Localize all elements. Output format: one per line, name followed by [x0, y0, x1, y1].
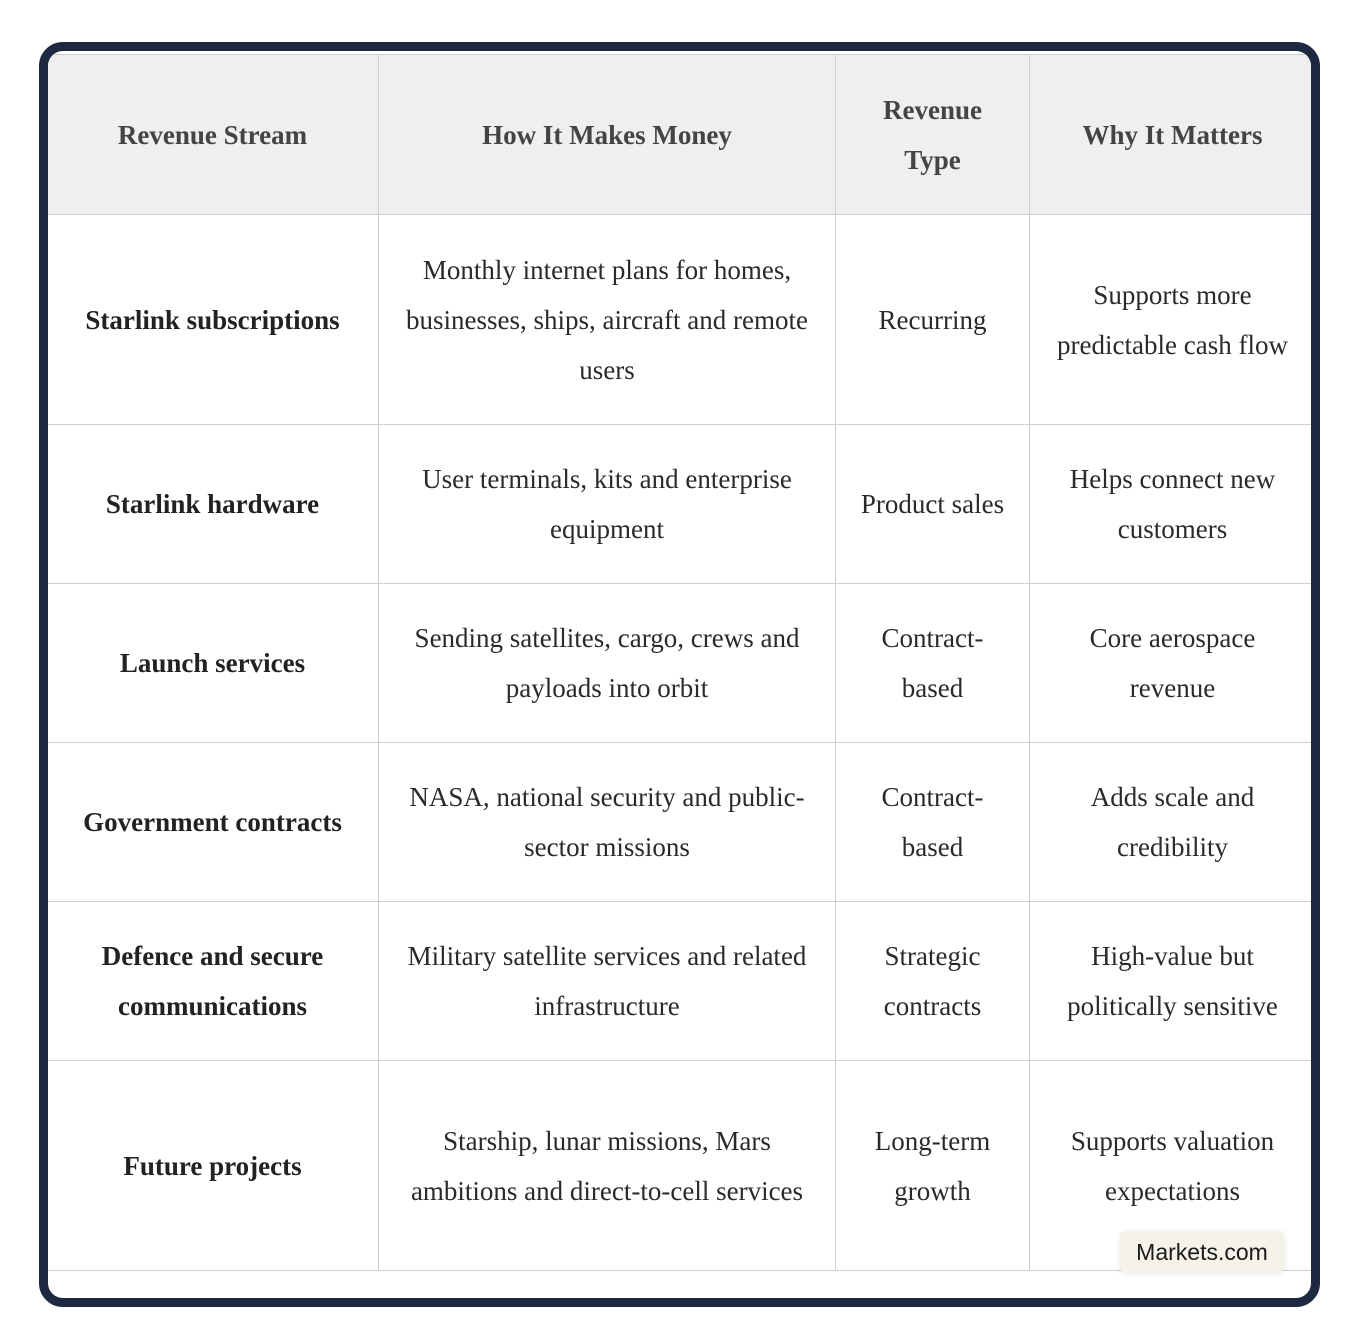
- cell-why-it-matters: Supports more predictable cash flow: [1030, 215, 1316, 425]
- revenue-table: [46, 54, 1316, 1271]
- table-row: [47, 425, 1316, 584]
- cell-how-it-makes-money: NASA, national security and public-sector missions: [379, 743, 836, 902]
- table-row: [47, 215, 1316, 425]
- cell-how-it-makes-money: Starship, lunar missions, Mars ambitions and direct-to-cell services: [379, 1061, 836, 1271]
- header-how-it-makes-money: How It Makes Money: [379, 55, 836, 215]
- cell-revenue-stream: Government contracts: [47, 743, 379, 902]
- cell-how-it-makes-money: User terminals, kits and enterprise equipment: [379, 425, 836, 584]
- cell-why-it-matters: Core aerospace revenue: [1030, 584, 1316, 743]
- table-frame: [39, 42, 1320, 1307]
- table-row: [47, 902, 1316, 1061]
- cell-why-it-matters: Supports valuation expectations: [1030, 1061, 1316, 1271]
- cell-how-it-makes-money: Monthly internet plans for homes, businesses, ships, aircraft and remote users: [379, 215, 836, 425]
- cell-revenue-type: Strategic contracts: [836, 902, 1030, 1061]
- table-row: [47, 584, 1316, 743]
- cell-why-it-matters: High-value but politically sensitive: [1030, 902, 1316, 1061]
- table-header: [47, 55, 1316, 215]
- table-row: [47, 743, 1316, 902]
- cell-revenue-stream: Launch services: [47, 584, 379, 743]
- header-row: [47, 55, 1316, 215]
- cell-why-it-matters: Adds scale and credibility: [1030, 743, 1316, 902]
- table-body: [47, 215, 1316, 1271]
- cell-revenue-type: Recurring: [836, 215, 1030, 425]
- cell-why-it-matters: Helps connect new customers: [1030, 425, 1316, 584]
- header-revenue-type: Revenue Type: [836, 55, 1030, 215]
- header-revenue-stream: Revenue Stream: [47, 55, 379, 215]
- cell-revenue-type: Long-term growth: [836, 1061, 1030, 1271]
- cell-revenue-stream: Future projects: [47, 1061, 379, 1271]
- cell-revenue-type: Contract-based: [836, 743, 1030, 902]
- markets-logo-badge: Markets.com: [1120, 1231, 1284, 1273]
- cell-revenue-stream: Defence and secure communications: [47, 902, 379, 1061]
- cell-revenue-stream: Starlink subscriptions: [47, 215, 379, 425]
- cell-how-it-makes-money: Sending satellites, cargo, crews and payloads into orbit: [379, 584, 836, 743]
- cell-revenue-stream: Starlink hardware: [47, 425, 379, 584]
- cell-how-it-makes-money: Military satellite services and related infrastructure: [379, 902, 836, 1061]
- cell-revenue-type: Product sales: [836, 425, 1030, 584]
- cell-revenue-type: Contract-based: [836, 584, 1030, 743]
- header-why-it-matters: Why It Matters: [1030, 55, 1316, 215]
